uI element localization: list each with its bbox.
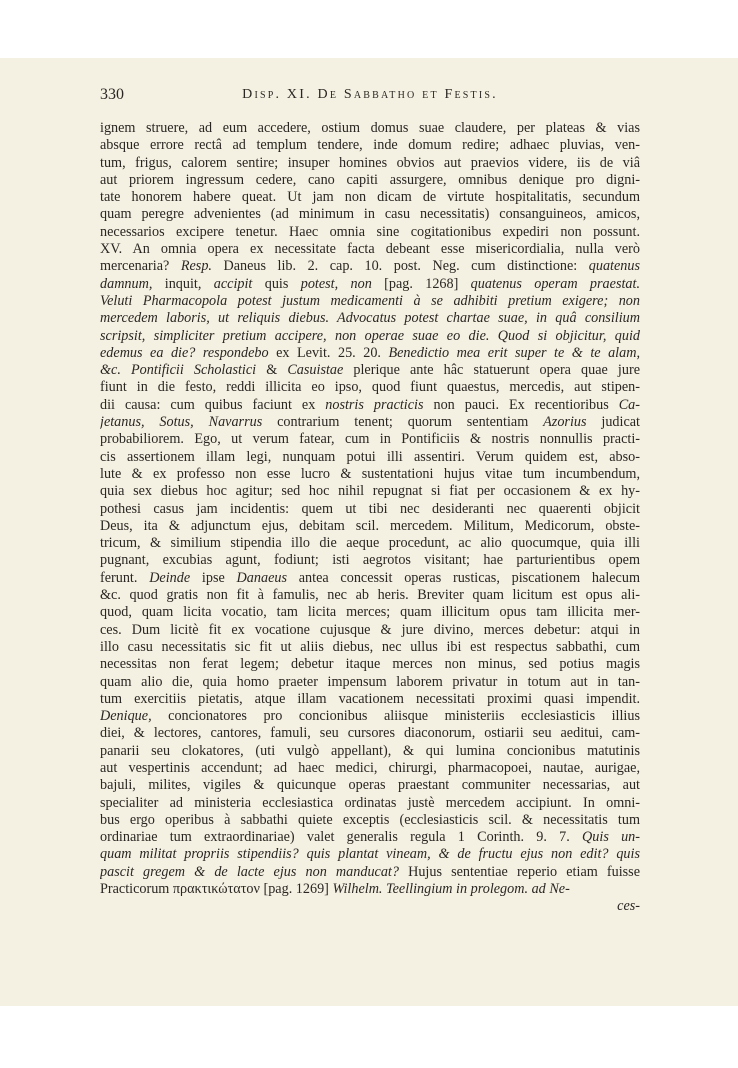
text-line	[100, 206, 640, 223]
text-run: mercenaria?	[100, 258, 181, 275]
italic-text: Benedictio mea erit super te & te alam,	[388, 344, 640, 361]
italic-text: Wilhelm. Teellingium in prolegom. ad Ne-	[332, 881, 570, 898]
italic-text: &c. Pontificii Scholastici	[100, 362, 257, 379]
text-line	[100, 691, 640, 708]
italic-text: pascit gregem & de lacte ejus non manducat?	[100, 863, 399, 880]
text-line	[100, 846, 640, 863]
text-line	[100, 258, 640, 275]
text-line	[100, 639, 640, 656]
text-line	[100, 812, 640, 829]
text-line	[100, 864, 640, 881]
text-run: ipse	[190, 569, 237, 586]
italic-text: damnum,	[100, 275, 153, 292]
text-line	[100, 552, 640, 569]
text-line	[100, 276, 640, 293]
text-run: tricum, & similium stipendia illo die aeque procedunt, ac alio quocumque, quia illi	[100, 535, 640, 552]
text-run: ex Levit. 25. 20.	[268, 344, 389, 361]
text-line	[100, 431, 640, 448]
text-line	[100, 622, 640, 639]
text-run: absque errore rectâ ad templum tendere, inde domum redire; adhaec pluvias, ven-	[100, 137, 640, 154]
italic-text: Deinde	[149, 569, 191, 586]
text-run	[338, 276, 350, 292]
text-run: ces. Dum licitè fit ex vocatione cujusque & jure divino, merces debetur: atqui in	[100, 621, 640, 638]
italic-text: nostris practicis	[325, 396, 424, 413]
text-run: probabiliorem. Ego, ut verum fatear, cum in Pontificiis & nostris nonnullis practi-	[100, 431, 640, 448]
italic-text: ces-	[617, 898, 640, 915]
italic-text: Denique,	[100, 708, 152, 725]
text-run: ordinariae tum extraordinariae) valet generalis regula 1 Corinth. 9. 7.	[100, 829, 583, 846]
text-run: bajuli, milites, vigiles & quicunque operas praestant communiter necessarias, aut	[100, 777, 640, 794]
text-line	[100, 501, 640, 518]
text-line	[100, 328, 640, 345]
text-run: pugnant, excubias agunt, fodiunt; isti aegrotos visitant; hae parturientibus opem	[100, 552, 640, 569]
text-line	[100, 293, 640, 310]
text-run: quod, quam licita vocatio, tam licita merces; quam illicitum opus tam illicita mer-	[100, 604, 640, 621]
italic-text: Veluti Pharmacopola potest justum medicamenti à se adhibiti pretium exigere; non	[100, 292, 640, 309]
italic-text: Azorius	[543, 414, 587, 431]
text-line	[100, 725, 640, 742]
text-run: diei, & lectores, cantores, famuli, seu cursores diaconorum, ostiarii seu aeditui, cam-	[100, 725, 640, 742]
text-line	[100, 483, 640, 500]
text-line	[100, 449, 640, 466]
text-line	[100, 345, 640, 362]
text-run: necessarios excipere tenetur. Haec omnia sine cogitationibus expediri non possunt.	[100, 223, 640, 240]
text-run: dii causa: cum quibus faciunt ex	[100, 396, 326, 413]
italic-text: jetanus, Sotus, Navarrus	[100, 414, 263, 431]
italic-text: edemus ea die? respondebo	[100, 344, 269, 361]
text-run: Practicorum πρακτικώτατον [pag. 1269]	[100, 881, 333, 898]
text-run: plerique ante hâc statuerunt opera quae jure	[343, 362, 640, 379]
text-run: bus ergo operibus à sabbathi quiete exceptis (ecclesiasticis scil. & necessitatis tum	[100, 811, 640, 828]
text-run: ferunt.	[100, 569, 150, 586]
italic-text: mercedem laboris, ut reliquis diebus. Advocatus potest chartae suae, in quâ consilium	[100, 310, 640, 327]
italic-text: Casuistae	[287, 362, 344, 379]
text-run: quis	[252, 275, 301, 292]
text-line	[100, 777, 640, 794]
running-head: Disp. XI. De Sabbatho et Festis.	[242, 87, 498, 102]
text-run: aut priorem ingressum cedere, cano capiti assurgere, omnibus denique pro digni-	[100, 171, 640, 188]
text-line	[100, 829, 640, 846]
text-run: fiunt in die festo, reddi illicita eo ipso, quod fiunt quaestus, mercedis, aut stipen-	[100, 379, 640, 396]
page-header	[100, 86, 640, 108]
body-text	[100, 120, 640, 916]
text-run: antea concessit operas rusticas, piscationem halecum	[287, 569, 640, 586]
text-line	[100, 172, 640, 189]
italic-text: non	[350, 275, 372, 292]
text-line	[100, 604, 640, 621]
text-line	[100, 518, 640, 535]
italic-text: quatenus operam praestat.	[470, 275, 640, 292]
text-line	[100, 155, 640, 172]
text-run: &	[256, 362, 288, 379]
italic-text: potest,	[300, 275, 339, 292]
page-number: 330	[100, 86, 124, 103]
italic-text: accipit	[213, 275, 253, 292]
text-line	[100, 587, 640, 604]
text-run: Deus, ita & adjunctum ejus, debitam scil. mercedem. Militum, Medicorum, obste-	[100, 517, 640, 534]
text-run: inquit,	[152, 275, 214, 292]
text-run: quam peregre advenientes (ad minimum in casu necessitatis) consanguineos, amicos,	[100, 206, 640, 223]
text-line	[100, 241, 640, 258]
text-line	[100, 414, 640, 431]
text-run: tum, frigus, calorem sentire; insuper homines obvios aut praevios videre, iis de viâ	[100, 154, 640, 171]
text-line	[100, 137, 640, 154]
text-run: quia sex diebus hoc agitur; sed hoc nihil repugnat si fiat per occasionem & ex hy-	[100, 483, 640, 500]
italic-text: quam militat propriis stipendiis? quis plantat vineam, & de fructu ejus non edit? quis	[100, 846, 640, 863]
book-page	[0, 58, 738, 1006]
text-run: aut vespertinis accendunt; ad haec medici, chirurgi, pharmacopoei, nautae, aurigae,	[100, 759, 640, 776]
text-line	[100, 743, 640, 760]
text-line	[100, 397, 640, 414]
text-run: pothesi casus jam incidentis: quem ut tibi nec desideranti nec quaerenti objicit	[100, 500, 640, 517]
text-line	[100, 656, 640, 673]
text-line	[100, 881, 640, 898]
text-line	[100, 362, 640, 379]
text-run: ignem struere, ad eum accedere, ostium domus suae claudere, per plateas & vias	[100, 120, 640, 136]
text-run: necessitas non ferat legem; debetur itaque merces non minus, sed potius magis	[100, 656, 640, 673]
text-line	[100, 570, 640, 587]
italic-text: scripsit, simpliciter pretium accipere, non operae suae eo die. Quod si objicitur, quid	[100, 327, 640, 344]
text-line	[100, 189, 640, 206]
text-line	[100, 466, 640, 483]
text-line	[100, 708, 640, 725]
text-line	[100, 795, 640, 812]
italic-text: Ca-	[618, 396, 640, 413]
text-line	[100, 898, 640, 915]
text-line	[100, 310, 640, 327]
text-run: contrarium tenent; quorum sententiam	[262, 414, 544, 431]
text-line	[100, 224, 640, 241]
text-run: non pauci. Ex recentioribus	[423, 396, 619, 413]
italic-text: quatenus	[588, 258, 640, 275]
text-run: cis assertionem illam legi, nunquam potui illi assentiri. Verum quidem est, abso-	[100, 448, 640, 465]
text-run: tate honorem habere queat. Ut jam non dicam de virtute hospitalitatis, secundum	[100, 189, 640, 206]
text-run: specialiter ad ministeria ecclesiastica ordinatas justè mercedem accipiunt. In omni-	[100, 794, 640, 811]
text-run: Daneus lib. 2. cap. 10. post. Neg. cum distinctione:	[211, 258, 589, 275]
text-line	[100, 120, 640, 137]
text-run: Hujus sententiae reperio etiam fuisse	[398, 863, 640, 880]
text-run: XV. An omnia opera ex necessitate facta debeant esse misericordialia, nulla verò	[100, 241, 640, 258]
text-line	[100, 535, 640, 552]
text-run: [pag. 1268]	[371, 275, 471, 292]
text-line	[100, 674, 640, 691]
text-run: judicat	[586, 414, 640, 431]
text-run: panarii seu clokatores, (uti vulgò appellant), & qui lumina concionibus matutinis	[100, 742, 640, 759]
text-run: lute & ex professo non esse lucro & sustentationi hujus vitae tum incumbendum,	[100, 465, 640, 482]
text-line	[100, 379, 640, 396]
text-line	[100, 760, 640, 777]
italic-text: Quis un-	[582, 829, 640, 846]
italic-text: Danaeus	[236, 569, 287, 586]
text-run: quam alio die, quia homo praeter impensum laborem privatur in totum aut in tan-	[100, 673, 640, 690]
text-run: tum exercitiis pietatis, atque illam vacationem necessitati proximi quasi impendit.	[100, 690, 640, 707]
italic-text: Resp.	[180, 258, 212, 275]
text-run: concionatores pro concionibus aliisque ministeriis ecclesiasticis illius	[151, 708, 640, 725]
text-run: illo casu necessitatis sic fit ut aliis diebus, nec ullus ibi est respectus sabbathi, cum	[100, 638, 640, 655]
text-run: &c. quod gratis non fit à famulis, nec ab heris. Breviter quam licitum est opus ali-	[100, 587, 640, 604]
